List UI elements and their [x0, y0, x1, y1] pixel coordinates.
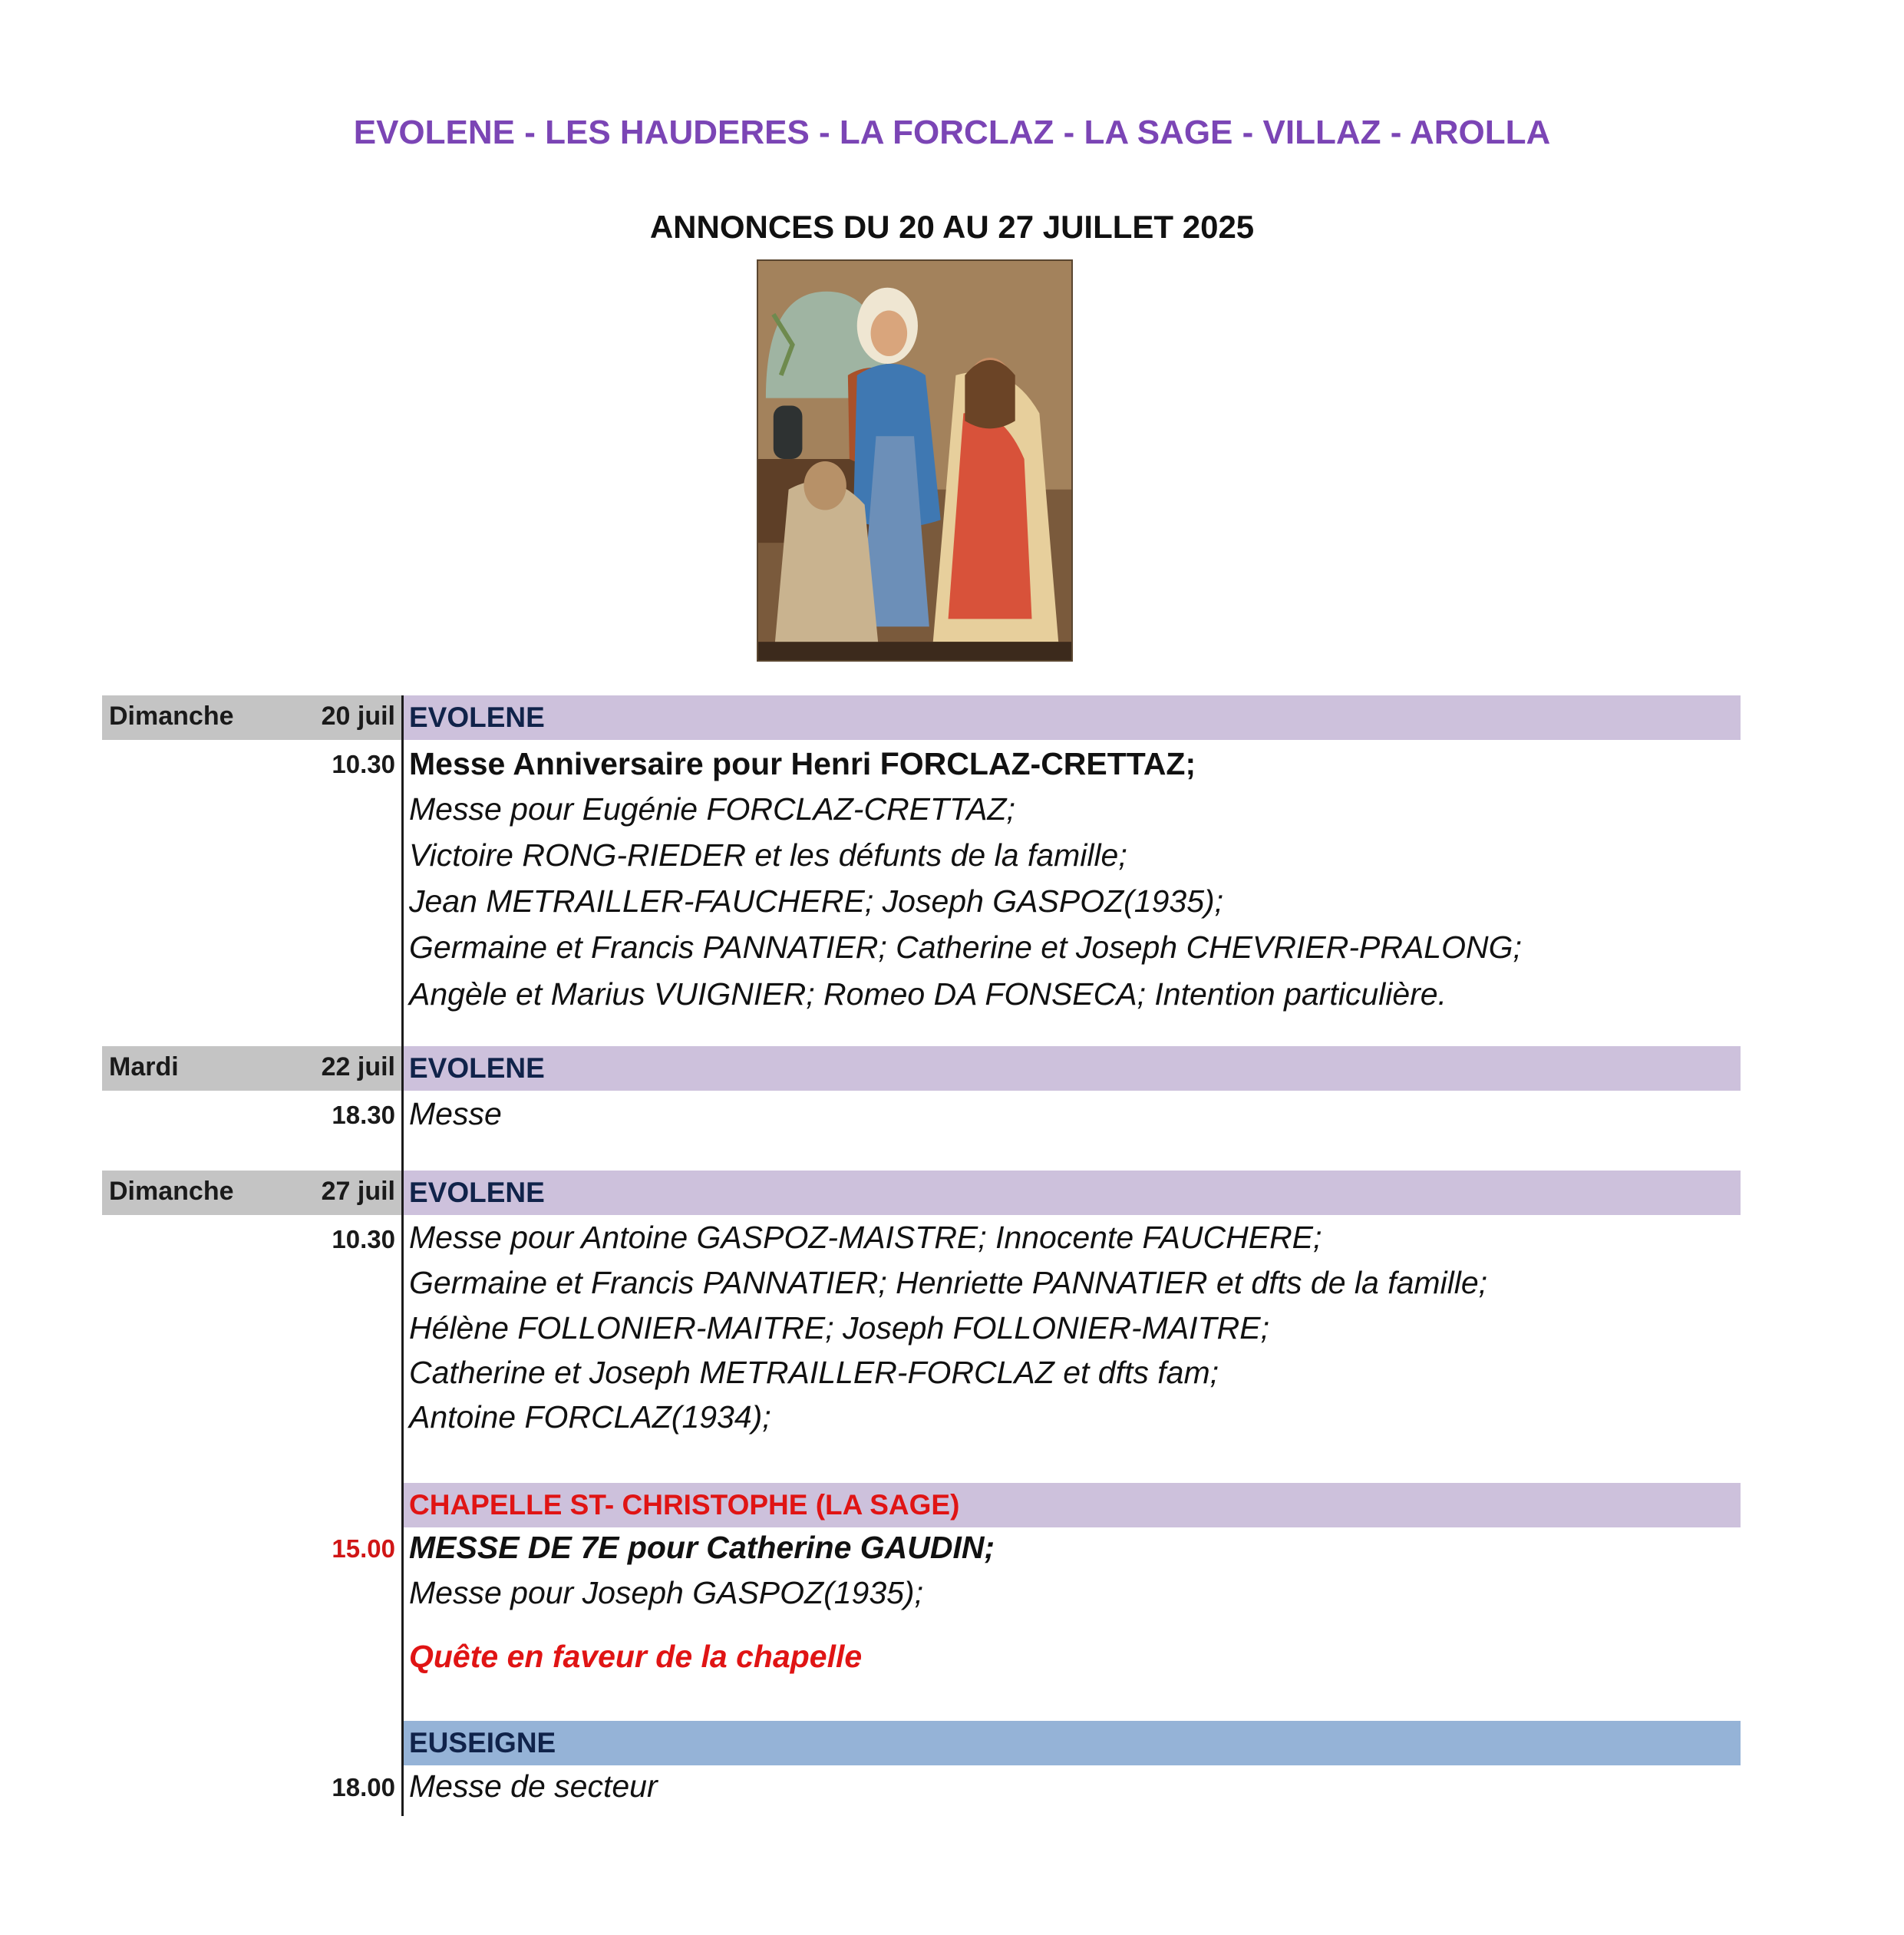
intention-line: Messe pour Antoine GASPOZ-MAISTRE; Innocente FAUCHERE; [409, 1220, 1322, 1255]
parish-list-heading: EVOLENE - LES HAUDERES - LA FORCLAZ - LA SAGE - VILLAZ - AROLLA [353, 114, 1551, 151]
intention-line: Jean METRAILLER-FAUCHERE; Joseph GASPOZ(1935); [409, 883, 1224, 919]
intention-line: Germaine et Francis PANNATIER; Catherine et Joseph CHEVRIER-PRALONG; [409, 930, 1522, 965]
intention-line: Catherine et Joseph METRAILLER-FORCLAZ et dfts fam; [409, 1355, 1219, 1390]
day-label: Dimanche [109, 702, 234, 731]
mass-time: 18.30 [332, 1101, 395, 1129]
schedule-divider-line [401, 695, 404, 1816]
intention-line: Messe [409, 1096, 502, 1131]
intention-line: Victoire RONG-RIEDER et les défunts de la famille; [409, 837, 1127, 873]
intention-line: Antoine FORCLAZ(1934); [409, 1399, 771, 1435]
place-label: EUSEIGNE [409, 1727, 556, 1758]
intention-line: Hélène FOLLONIER-MAITRE; Joseph FOLLONIER-MAITRE; [409, 1310, 1269, 1346]
intention-line: MESSE DE 7E pour Catherine GAUDIN; [409, 1530, 995, 1565]
mass-time: 15.00 [332, 1534, 395, 1563]
date-label: 20 juil [321, 702, 395, 731]
place-label: EVOLENE [409, 1052, 545, 1084]
place-header-band [404, 695, 1741, 740]
date-label: 22 juil [321, 1052, 395, 1081]
intention-line: Messe pour Eugénie FORCLAZ-CRETTAZ; [409, 791, 1015, 827]
place-label: EVOLENE [409, 702, 545, 733]
intention-line: Germaine et Francis PANNATIER; Henriette PANNATIER et dfts de la famille; [409, 1265, 1488, 1300]
date-label: 27 juil [321, 1177, 395, 1206]
place-header-band [404, 1721, 1741, 1765]
day-label: Mardi [109, 1052, 179, 1081]
collection-notice: Quête en faveur de la chapelle [409, 1639, 863, 1674]
announcements-title: ANNONCES DU 20 AU 27 JUILLET 2025 [649, 209, 1255, 245]
intention-line: Messe pour Joseph GASPOZ(1935); [409, 1575, 923, 1610]
mass-time: 18.00 [332, 1773, 395, 1801]
intention-line: Messe Anniversaire pour Henri FORCLAZ-CRETTAZ; [409, 746, 1196, 781]
place-label: CHAPELLE ST- CHRISTOPHE (LA SAGE) [409, 1489, 960, 1521]
intention-line: Angèle et Marius VUIGNIER; Romeo DA FONSECA; Intention particulière. [409, 976, 1447, 1012]
mass-time: 10.30 [332, 1225, 395, 1253]
day-label: Dimanche [109, 1177, 234, 1206]
place-label: EVOLENE [409, 1177, 545, 1208]
place-header-band [404, 1046, 1741, 1091]
place-header-band [404, 1171, 1741, 1215]
christ-with-mary-and-martha-image [757, 259, 1073, 662]
mass-time: 10.30 [332, 750, 395, 778]
intention-line: Messe de secteur [409, 1768, 658, 1804]
